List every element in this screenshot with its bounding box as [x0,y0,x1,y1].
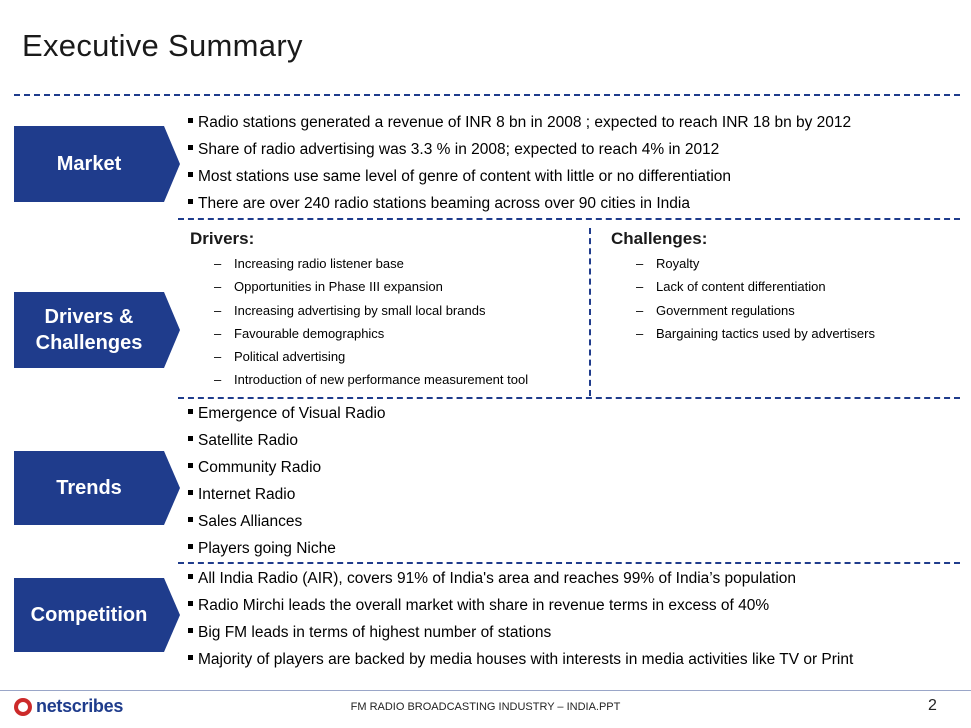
list-item [188,565,853,592]
list-item [188,646,853,673]
trend-text: Sales Alliances [198,513,303,530]
competition-text: All India Radio (AIR), covers 91% of India's area and reaches 99% of India’s population [198,570,797,587]
list-item: – Political advertising [214,349,346,365]
list-item [188,619,853,646]
column-divider [589,228,591,396]
list-item [188,481,386,508]
list-item [188,535,386,562]
trends-label [14,451,164,525]
list-item: – Favourable demographics [214,325,385,341]
driver-text: Political advertising [234,349,346,365]
page-title: Executive Summary [22,28,303,63]
drivers-heading: Drivers: [190,229,255,248]
list-item [188,163,851,190]
competition-label-text: Competition [30,604,148,626]
section-divider [178,562,960,564]
competition-bullets [188,565,853,673]
market-label [14,126,164,202]
competition-text: Big FM leads in terms of highest number of stations [198,624,552,641]
market-bullets [188,109,851,217]
driver-text: Increasing advertising by small local brands [234,302,486,318]
driver-text: Favourable demographics [234,325,385,341]
list-item [188,592,853,619]
competition-text: Majority of players are backed by media houses with interests in media activities like TV or Print [198,651,854,668]
logo-text: netscribes [36,696,124,716]
list-item [188,454,386,481]
list-item: – Royalty [636,256,700,271]
page-number: 2 [928,697,937,714]
drivers-challenges-label [14,292,164,368]
trend-text: Internet Radio [198,486,296,503]
market-bullet-text: Share of radio advertising was 3.3 % in 2008; expected to reach 4% in 2012 [198,141,720,158]
market-bullet-text: There are over 240 radio stations beaming across over 90 cities in India [198,195,690,212]
footer-text: FM RADIO BROADCASTING INDUSTRY – INDIA.PPT [350,701,621,713]
challenge-text: Lack of content differentiation [656,279,826,295]
list-item [188,400,386,427]
challenges-list [636,252,875,345]
challenge-text: Bargaining tactics used by advertisers [656,325,875,341]
list-item: – Increasing radio listener base [214,256,404,271]
list-item: – Lack of content differentiation [636,279,826,295]
list-item: – Government regulations [636,302,795,318]
market-bullet-text: Most stations use same level of genre of content with little or no differentiation [198,168,732,185]
challenge-text: Royalty [656,256,700,271]
driver-text: Introduction of new performance measurement tool [234,372,529,388]
list-item [188,190,851,217]
section-divider [178,218,960,220]
list-item: – Increasing advertising by small local brands [214,302,486,318]
section-divider [178,397,960,399]
list-item: – Introduction of new performance measurement tool [214,372,529,388]
list-item [188,136,851,163]
footer-divider [0,690,971,691]
title-divider [14,94,960,96]
trend-text: Emergence of Visual Radio [198,405,386,422]
competition-text: Radio Mirchi leads the overall market with share in revenue terms in excess of 40% [198,597,770,614]
trends-label-text: Trends [56,477,122,499]
drivers-list [214,252,528,392]
list-item [188,109,851,136]
driver-text: Increasing radio listener base [234,256,404,271]
list-item: – Bargaining tactics used by advertisers [636,325,875,341]
market-bullet-text: Radio stations generated a revenue of INR 8 bn in 2008 ; expected to reach INR 18 bn by 2012 [198,114,852,131]
competition-label [14,578,164,652]
trend-text: Players going Niche [198,540,336,557]
trend-text: Satellite Radio [198,432,298,449]
trend-text: Community Radio [198,459,322,476]
market-label-text: Market [56,153,122,175]
list-item [188,427,386,454]
trends-bullets [188,400,386,562]
list-item: – Opportunities in Phase III expansion [214,279,443,295]
challenges-heading: Challenges: [611,229,708,248]
challenge-text: Government regulations [656,302,795,318]
drivers-challenges-label-text: Drivers & Challenges [35,306,143,354]
list-item [188,508,386,535]
driver-text: Opportunities in Phase III expansion [234,279,443,295]
